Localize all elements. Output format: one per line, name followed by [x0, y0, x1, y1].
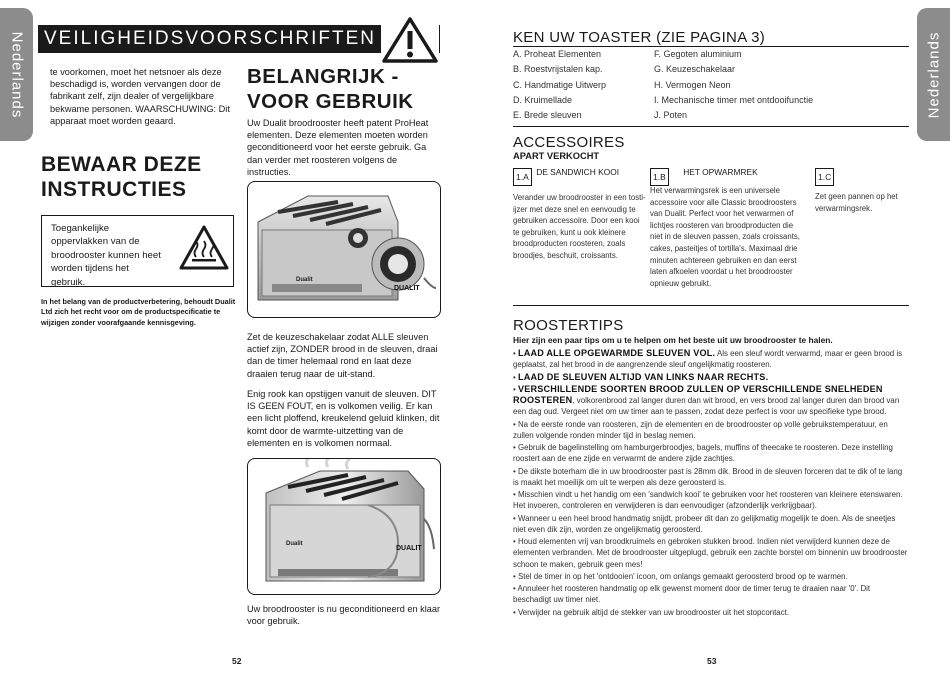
parts-bottom-rule: [513, 126, 909, 127]
tips-intro: Hier zijn een paar tips om u te helpen om het beste uit uw broodrooster te halen.: [513, 335, 833, 345]
accessory-1b: [650, 167, 800, 289]
language-tab-label: Nederlands: [8, 31, 25, 118]
tip-text: Gebruik de bagelinstelling om hamburgerbroodjes, bagels, muffins of theecake te roosteren. Deze instelling roostert aan de ene zijde en verwarmt de andere zijde zachtjes.: [513, 443, 893, 464]
accessories-heading: ACCESSOIRES: [513, 134, 625, 151]
tip-text: Houd elementen vrij van broodkruimels en gebroken stukken brood. Indien niet verwijderd kunnen deze de elementen verbranden. Met de broodrooster uitgeplugd, gebruik een zachte borstel om binnenin uw broodrooster schoon te maken, gebruik geen mes!: [513, 537, 908, 569]
disclaimer: In het belang van de productverbetering, behoudt Dualit Ltd zich het recht voor om de productspecificatie te wijzigen zonder voorafgaande kennisgeving.: [41, 297, 236, 327]
tip-text: Stel de timer in op het 'ontdooien' icoon, om onlangs gemaakt geroosterd brood op te warmen.: [517, 571, 848, 581]
important-heading: BELANGRIJK - VOOR GEBRUIK: [247, 65, 414, 113]
tip-item: • Verwijder na gebruik altijd de stekker van uw broodrooster uit het stopcontact.: [513, 607, 790, 617]
page-number-right: 53: [707, 656, 717, 666]
tip-item: • LAAD ALLE OPGEWARMDE SLEUVEN VOL. Als een sleuf wordt verwarmd, maar er geen brood is geplaatst, zal het brood in de aangrenzende sleuf ongelijkmatig roosteren.: [513, 348, 903, 370]
tip-text: Na de eerste ronde van roosteren, zijn de elementen en de broodrooster op volle gebruikstemperatuur, en zullen volgende ronden minder tijd in beslag nemen.: [513, 419, 888, 440]
notice-text: Toegankelijke oppervlakken van de broodrooster kunnen heet worden tijdens het gebruik.: [51, 223, 161, 288]
tip-item: • LAAD DE SLEUVEN ALTIJD VAN LINKS NAAR RECHTS.: [513, 371, 769, 382]
toaster-brand-label: Dualit: [286, 541, 303, 547]
step2-paragraph: Enig rook kan opstijgen vanuit de sleuven. DIT IS GEEN FOUT, en is volkomen veilig. Er kan een licht ploffend, kreukelend geluid klinken, dit komt door de warmte-uitzetting van de elementen en is volkomen normaal.: [247, 389, 440, 448]
accessory-title: DE SANDWICH KOOI: [536, 167, 620, 177]
tip-item: • Gebruik de bagelinstelling om hamburgerbroodjes, bagels, muffins of theecake te roosteren. Deze instelling roostert aan de ene zijde en verwarmt de andere zijde zachtjes.: [513, 443, 893, 464]
tips-heading: ROOSTERTIPS: [513, 317, 624, 334]
tip-item: • De dikste boterham die in uw broodrooster past is 28mm dik. Brood in de sleuven forceren dat te dik of te lang is maakt het moeilijk om uit te werpen als deze geroosterd is.: [513, 466, 903, 487]
accessory-1a: [513, 167, 647, 262]
accessories-bottom-rule: [513, 305, 909, 306]
accessory-title: HET OPWARMREK: [683, 167, 758, 177]
tip-text: Verwijder na gebruik altijd de stekker van uw broodrooster uit het stopcontact.: [517, 607, 790, 617]
banner-title: VEILIGHEIDSVOORSCHRIFTEN: [44, 28, 376, 49]
parts-list-col2: [654, 47, 904, 123]
part-item: J. Poten: [654, 110, 688, 121]
tip-item: • Stel de timer in op het 'ontdooien' icoon, om onlangs gemaakt geroosterd brood op te warmen.: [513, 571, 848, 581]
safety-banner: [38, 25, 440, 53]
part-item: C. Handmatige Uitwerp: [513, 79, 607, 90]
part-item: H. Vermogen Neon: [654, 79, 731, 90]
page-number-left: 52: [232, 656, 242, 666]
hot-surface-icon: [178, 224, 230, 277]
tip-bold: LAAD ALLE OPGEWARMDE SLEUVEN VOL.: [517, 348, 716, 358]
toaster-photo-smoke: [247, 458, 441, 595]
language-tab-left: [0, 8, 33, 141]
tip-text: , volkorenbrood zal langer duren dan wit brood, en vers brood zal langer duren dan brood van een dag oud. Vergeet niet om uw timer aan te passen, zodat deze perfect is voor uw specifieke type brood.: [513, 396, 900, 417]
part-item: B. Roestvrijstalen kap.: [513, 64, 603, 75]
part-item: A. Proheat Elementen: [513, 49, 602, 59]
tip-bold: VERSCHILLENDE SOORTEN BROOD ZULLEN OP VERSCHILLENDE SNELHEDEN ROOSTEREN: [513, 383, 883, 405]
tip-item: • Annuleer het roosteren handmatig op elk gewenst moment door de timer terug te draaien naar '0'. Dit beschadigt uw timer niet.: [513, 584, 871, 605]
accessories-subheading: APART VERKOCHT: [513, 151, 600, 161]
tip-text: Misschien vindt u het handig om een 'sandwich kooi' te gebruiken voor het roosteren van kleinere etenswaren. Het invoeren, controleren en verwijderen is dan eenvoudiger (afzonderlijk verkrijgbaar).: [513, 490, 903, 511]
accessory-label: 1.A: [513, 168, 532, 186]
tip-item: • Houd elementen vrij van broodkruimels en gebroken stukken brood. Indien niet verwijderd kunnen deze de elementen verbranden. Met de broodrooster uitgeplugd, gebruik een zachte borstel om binnenin uw broodrooster schoon te maken, gebruik geen mes!: [513, 537, 908, 569]
step1-paragraph: Zet de keuzeschakelaar zodat ALLE sleuven actief zijn, ZONDER brood in de sleuven, draai dan de timer helemaal rond en laat deze draaien terug naar de uit-stand.: [247, 332, 438, 379]
important-paragraph: Uw Dualit broodrooster heeft patent ProHeat elementen. Deze elementen moeten worden geconditioneerd voor het eerste gebruik. Ga dan verder met roosteren volgens de instructies.: [247, 118, 429, 177]
accessory-text: Het verwarmingsrek is een universele accessoire voor alle Classic broodroosters van Dualit. Perfect voor het verwarmen of lichtjes roosteren van broodproducten die niet in de sleuven passen, zoals croissants, cakes, pasteitjes of tortilla's. Maximaal drie minuten achtereen gebruiken en dan eerst laten afkoelen voordat u het broodrooster opnieuw gebruikt.: [650, 186, 800, 288]
tips-list: [513, 348, 910, 619]
tip-text: De dikste boterham die in uw broodrooster past is 28mm dik. Brood in de sleuven forceren dat te dik of te lang is maakt het moeilijk om uit te werpen als deze geroosterd is.: [513, 466, 903, 487]
accessory-text: Zet geen pannen op het verwarmingsrek.: [815, 192, 898, 213]
accessory-label: 1.B: [650, 168, 669, 186]
language-tab-right: [917, 8, 950, 141]
intro-paragraph: te voorkomen, moet het netsnoer als deze beschadigd is, worden vervangen door de fabrikant zelf, zijn dealer of vergelijkbare bekwame personen. WAARSCHUWING: Dit apparaat moet worden geaard.: [50, 67, 230, 126]
part-item: D. Kruimellade: [513, 94, 573, 105]
toaster-nameplate: DUALIT: [394, 285, 420, 292]
part-item: G. Keuzeschakelaar: [654, 64, 736, 75]
tip-item: • Na de eerste ronde van roosteren, zijn de elementen en de broodrooster op volle gebruikstemperatuur, en zullen volgende ronden minder tijd in beslag nemen.: [513, 419, 888, 440]
accessory-text: Verander uw broodrooster in een tosti-ijzer met deze snel en eenvoudig te gebruiken accessoire. Door een kooi te gebruiken, kunt u ook kleinere broodproducten roosteren, zoals broodjes, beschuit, croissants.: [513, 193, 646, 260]
tip-text: Wanneer u een heel brood handmatig snijdt, probeer dit dan zo gelijkmatig mogelijk te doen. Als de sneetjes niet even dik zijn, worden ze ongelijkmatig geroosterd.: [513, 513, 896, 534]
toaster-brand-label: Dualit: [296, 277, 313, 283]
keep-instructions-heading: BEWAAR DEZE INSTRUCTIES: [41, 153, 202, 201]
hot-surface-notice: [41, 215, 234, 287]
part-item: I. Mechanische timer met ontdooifunctie: [654, 94, 814, 105]
accessory-1c: [815, 167, 915, 214]
tip-item: • Wanneer u een heel brood handmatig snijdt, probeer dit dan zo gelijkmatig mogelijk te doen. Als de sneetjes niet even dik zijn, worden ze ongelijkmatig geroosterd.: [513, 513, 896, 534]
toaster-photo-closeup: [247, 181, 441, 318]
language-tab-label: Nederlands: [925, 31, 942, 118]
toaster-nameplate: DUALIT: [396, 545, 422, 552]
tip-bold: LAAD DE SLEUVEN ALTIJD VAN LINKS NAAR RECHTS.: [517, 371, 769, 382]
parts-list-col1: [513, 47, 653, 123]
part-item: E. Brede sleuven: [513, 110, 582, 121]
tip-text: Als een sleuf wordt verwarmd, maar er geen brood is geplaatst, zal het brood in de aangrenzende sleuf ongelijkmatig roosteren.: [513, 349, 903, 370]
part-item: F. Gegoten aluminium: [654, 49, 742, 59]
parts-heading: KEN UW TOASTER (ZIE PAGINA 3): [513, 29, 766, 46]
tip-item: • VERSCHILLENDE SOORTEN BROOD ZULLEN OP VERSCHILLENDE SNELHEDEN ROOSTEREN, volkorenbrood zal langer duren dan wit brood, en vers brood zal langer duren dan brood van een dag oud. Vergeet niet om uw timer aan te passen, zodat deze perfect is voor uw specifieke type brood.: [513, 383, 900, 417]
tip-item: • Misschien vindt u het handig om een 'sandwich kooi' te gebruiken voor het roosteren van kleinere etenswaren. Het invoeren, controleren en verwijderen is dan eenvoudiger (afzonderlijk verkrijgbaar).: [513, 490, 903, 511]
warning-icon: [381, 16, 439, 64]
accessory-label: 1.C: [815, 168, 834, 186]
step3-paragraph: Uw broodrooster is nu geconditioneerd en klaar voor gebruik.: [247, 604, 441, 627]
tip-text: Annuleer het roosteren handmatig op elk gewenst moment door de timer terug te draaien naar '0'. Dit beschadigt uw timer niet.: [513, 584, 871, 605]
